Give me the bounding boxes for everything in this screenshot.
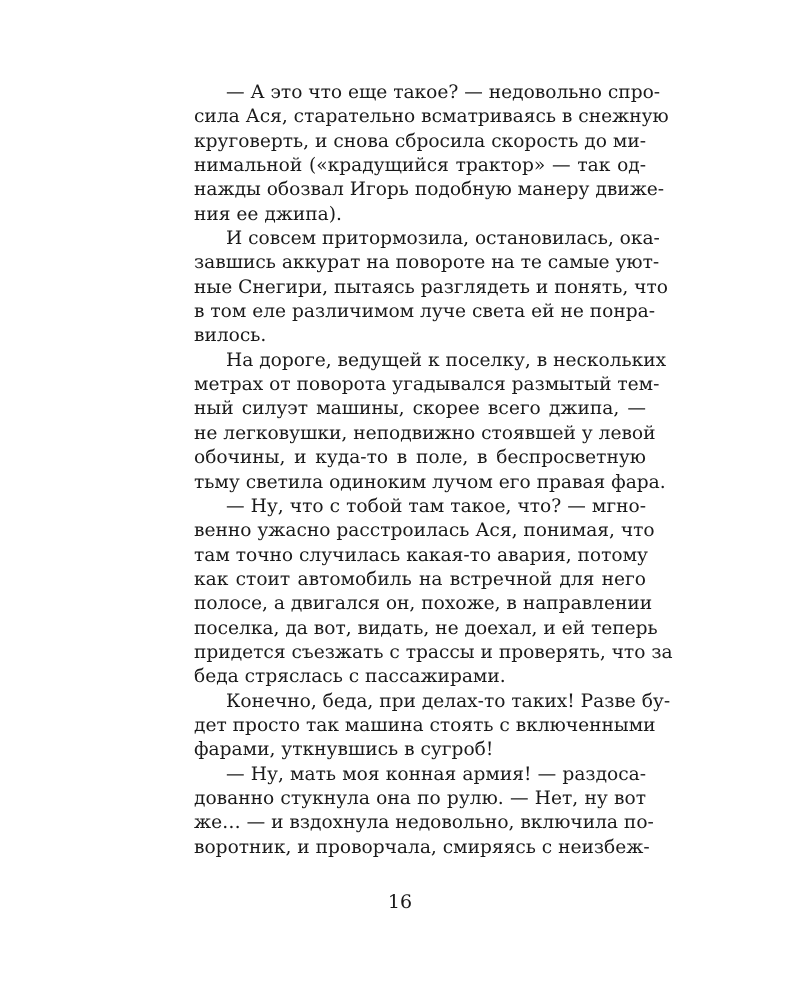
paragraph-3-line-4: не легковушки, неподвижно стоявшей у левой — [194, 422, 656, 444]
paragraph-6-line-3: же… — и вздохнула недовольно, включила по- — [194, 812, 654, 834]
paragraph-1-line-3: круговерть, и снова сбросила скорость до ми- — [194, 130, 646, 152]
paragraph-4-line-4: как стоит автомобиль на встречной для него — [194, 568, 646, 590]
paragraph-5-line-2: дет просто так машина стоять с включенными — [194, 714, 656, 736]
paragraph-2-line-4: в том еле различимом луче света ей не понра- — [194, 301, 656, 323]
paragraph-1-line-1: — А это что еще такое? — недовольно спро- — [226, 82, 661, 103]
paragraph-6-line-1: — Ну, мать моя конная армия! — раздоса- — [226, 763, 646, 785]
paragraph-3-line-6: тьму светила одиноким лучом его правая фара. — [194, 471, 666, 493]
paragraph-4-line-6: поселка, да вот, видать, не доехал, и ей теперь — [194, 617, 658, 639]
paragraph-1-line-5: нажды обозвал Игорь подобную манеру движе- — [194, 179, 665, 201]
paragraph-4-line-5: полосе, а двигался он, похоже, в направлении — [194, 593, 653, 615]
paragraph-1-line-4: нимальной («крадущийся трактор» — так од- — [194, 155, 646, 177]
paragraph-4-line-2: венно ужасно расстроилась Ася, понимая, что — [194, 520, 655, 542]
paragraph-5-line-1: Конечно, беда, при делах-то таких! Разве бу- — [226, 690, 671, 712]
paragraph-2-line-2: завшись аккурат на повороте на те самые уют- — [194, 252, 660, 274]
paragraph-3-line-3: ный силуэт машины, скорее всего джипа, — — [194, 398, 646, 420]
paragraph-3-line-1: На дороге, ведущей к поселку, в нескольких — [226, 349, 667, 371]
paragraph-4-line-8: беда стряслась с пассажирами. — [194, 666, 506, 688]
paragraph-6-line-4: воротник, и проворчала, смиряясь с неизбеж- — [194, 836, 650, 858]
body-text — [194, 81, 673, 860]
paragraph-4-line-3: там точно случилась какая-то авария, потому — [194, 544, 648, 566]
paragraph-2-line-1: И совсем притормозила, остановилась, ока- — [226, 228, 660, 250]
paragraph-4-line-7: придется съезжать с трассы и проверять, что за — [194, 641, 673, 663]
paragraph-3-line-5: обочины, и куда-то в поле, в беспросветную — [194, 447, 646, 469]
paragraph-4-line-1: — Ну, что с тобой там такое, что? — мгно- — [226, 495, 646, 517]
paragraph-5-line-3: фарами, уткнувшись в сугроб! — [194, 739, 494, 761]
paragraph-1-line-6: ния ее джипа). — [194, 203, 342, 225]
page-number: 16 — [387, 891, 413, 913]
paragraph-1-line-2: сила Ася, старательно всматриваясь в снежную — [194, 106, 669, 128]
paragraph-6-line-2: дованно стукнула она по рулю. — Нет, ну вот — [194, 787, 646, 809]
paragraph-3-line-2: метрах от поворота угадывался размытый тем- — [194, 374, 660, 396]
paragraph-2-line-5: вилось. — [194, 325, 267, 347]
paragraph-2-line-3: ные Снегири, пытаясь разглядеть и понять, что — [194, 276, 668, 298]
